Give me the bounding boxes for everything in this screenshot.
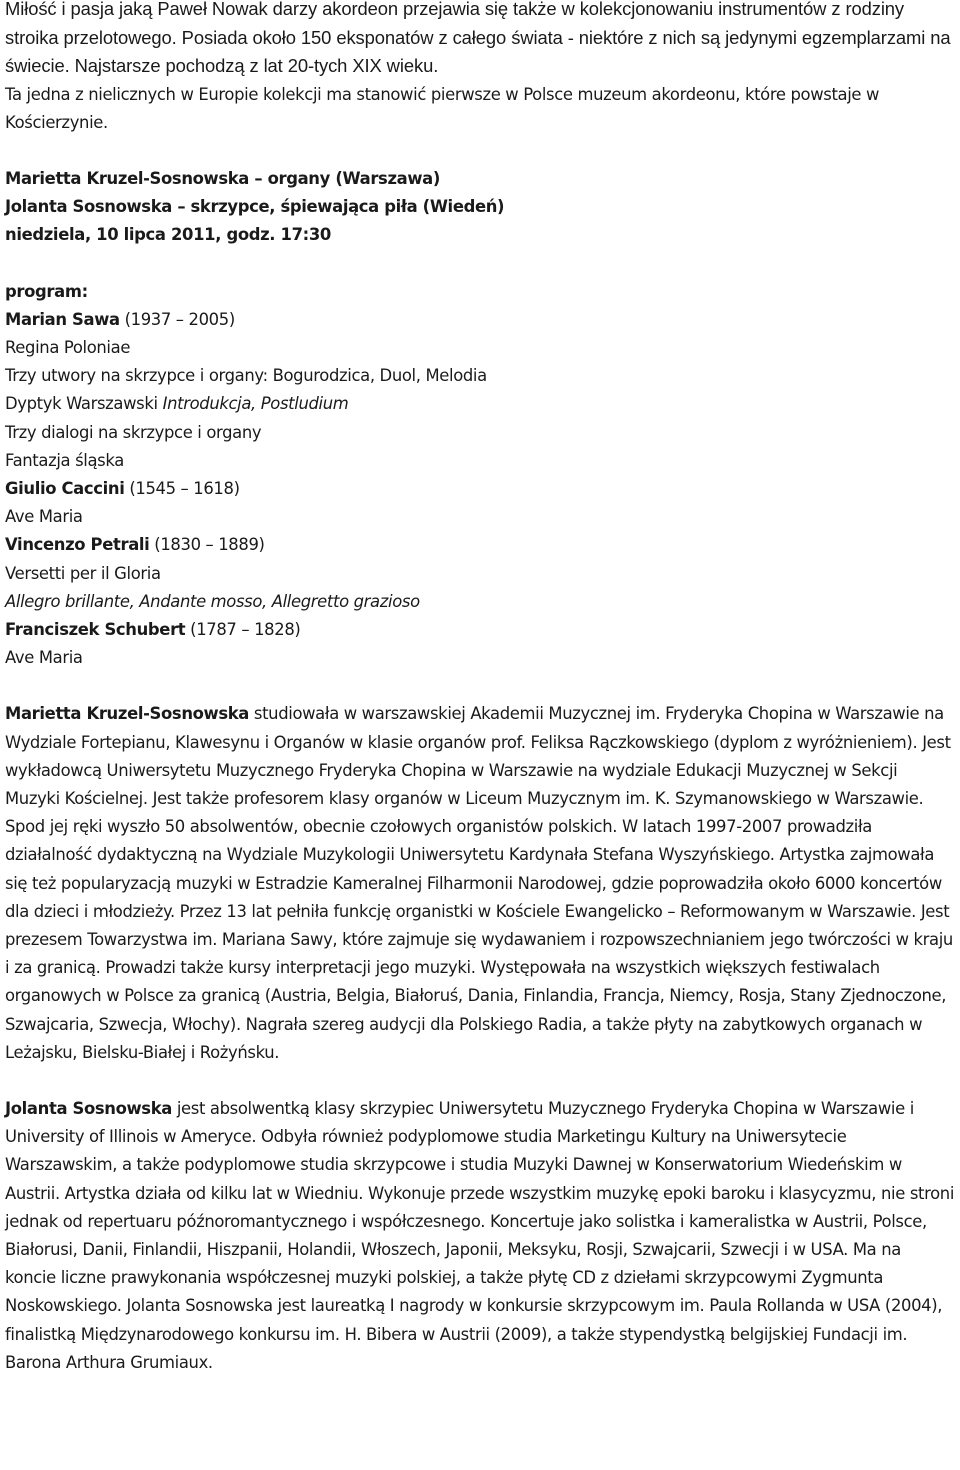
program-item-work: Ave Maria — [5, 507, 83, 527]
bio-name: Marietta Kruzel-Sosnowska — [5, 704, 250, 724]
intro-paragraph — [5, 0, 956, 81]
program-item-composer — [5, 531, 956, 559]
composer-name: Giulio Caccini — [5, 478, 125, 498]
program-item-work: Regina Poloniae — [5, 337, 131, 357]
bio-text: studiowała w warszawskiej Akademii Muzycznej im. Fryderyka Chopina w Warszawie na Wydziale Fortepianu, Klawesynu i Organów w klasie organów prof. Feliksa Rączkowskiego (dyplom z wyróżnieniem). Jest wykładowcą Uniwersytetu Muzycznego Fryderyka Chopina w Warszawie na wydziale Edukacji Muzycznej w Sekcji Muzyki Kościelnej. Jest także profesorem klasy organów w Liceum Muzycznym im. K. Szymanowskiego w Warszawie. Spod jej ręki wyszło 50 absolwentów, obecnie czołowych organistów polskich. W latach 1997-2007 prowadziła działalność dydaktyczną na Wydziale Muzykologii Uniwersytetu Kardynała Stefana Wyszyńskiego. Artystka zajmowała się też popularyzacją muzyki w Estradzie Kameralnej Filharmonii Narodowej, gdzie poprowadziła około 6000 koncertów dla dzieci i młodzieży. Przez 13 lat pełniła funkcję organistki w Kościele Ewangelicko – Reformowanym w Warszawie. Jest prezesem Towarzystwa im. Mariana Sawy, które zajmuje się wydawaniem i rozpowszechnianiem jego twórczości w kraju i za granicą. Prowadzi także kursy interpretacji jego muzyki. Występowała na wszystkich większych festiwalach organowych w Polsce za granicą (Austria, Belgia, Białoruś, Dania, Finlandia, Francja, Niemcy, Rosja, Stany Zjednoczone, Szwajcaria, Szwecja, Włochy). Nagrała szereg audycji dla Polskiego Radia, a także płyty na zabytkowych organach w Leżajsku, Bielsku-Białej i Rożyńsku. — [5, 704, 953, 1062]
bio-name: Jolanta Sosnowska — [5, 1099, 172, 1118]
composer-name: Vincenzo Petrali — [5, 535, 150, 555]
program-item-work: Fantazja śląska — [5, 450, 124, 470]
bio-text: jest absolwentką klasy skrzypiec Uniwersytetu Muzycznego Fryderyka Chopina w Warszawie i University of Illinois w Ameryce. Odbyła również podyplomowe studia Marketingu Kultury na Uniwersytecie Warszawskim, a także podyplomowe studia skrzypcowe i studia Muzyki Dawnej w Konserwatorium Wiedeńskim w Austrii. Artystka działa od kilku lat w Wiedniu. Wykonuje przede wszystkim muzykę epoki baroku i klasycyzmu, nie stroni jednak od repertuaru późnoromantycznego i współczesnego. Koncertuje jako solistka i kameralistka w Austrii, Polsce, Białorusi, Danii, Finlandii, Hiszpanii, Holandii, Włoszech, Japonii, Meksyku, Rosji, Szwajcarii, Szwecji i w USA. Ma na koncie liczne prawykonania współczesnej muzyki polskiej, a także płytę CD z dziełami skrzypcowymi Zygmunta Noskowskiego. Jolanta Sosnowska jest laureatką I nagrody w konkursie skrzypcowym im. Paula Rollanda w USA (2004), finalistką Międzynarodowego konkursu im. H. Bibera w Austrii (2009), a także stypendystką belgijskiej Fundacji im. Barona Arthura Grumiaux. — [5, 1099, 955, 1372]
program-item-composer — [5, 475, 956, 503]
program-item-work: Versetti per il Gloria — [5, 563, 161, 583]
intro-sentence-1: Miłość i pasja jaką Paweł Nowak darzy akordeon przejawia się także w kolekcjonowaniu instrumentów z rodziny stroika przelotowego. Posiada około 150 eksponatów z całego świata - niektóre z nich są jedynymi egzemplarzami na świecie. Najstarsze pochodzą z lat 20-tych XIX wieku. — [5, 0, 951, 76]
program-list — [5, 278, 956, 673]
bio-marietta — [5, 700, 956, 1067]
composer-dates: (1787 – 1828) — [185, 619, 301, 639]
composer-dates: (1937 – 2005) — [119, 309, 235, 329]
intro-sentence-2: Ta jedna z nielicznych w Europie kolekcji ma stanowić pierwsze w Polsce muzeum akordeonu, które powstaje w Kościerzynie. — [5, 84, 880, 132]
program-item-work: Trzy utwory na skrzypce i organy: Bogurodzica, Duol, Melodia — [5, 366, 487, 386]
intro-museum-paragraph — [5, 81, 956, 137]
composer-name: Franciszek Schubert — [5, 619, 186, 639]
bio-jolanta — [5, 1095, 956, 1377]
program-item-work — [5, 390, 956, 418]
performer-violin: Jolanta Sosnowska – skrzypce, śpiewająca piła (Wiedeń) — [5, 197, 505, 217]
composer-dates: (1830 – 1889) — [149, 535, 265, 555]
work-movements: Introdukcja, Postludium — [162, 394, 349, 414]
program-item-composer — [5, 306, 956, 334]
program-heading: program: — [5, 281, 88, 301]
composer-dates: (1545 – 1618) — [124, 478, 240, 498]
work-title: Dyptyk Warszawski — [5, 394, 163, 414]
program-item-work: Ave Maria — [5, 648, 83, 668]
program-item-movements: Allegro brillante, Andante mosso, Allegretto grazioso — [5, 591, 420, 611]
program-item-work: Trzy dialogi na skrzypce i organy — [5, 422, 262, 442]
program-item-composer — [5, 616, 956, 644]
performer-organ: Marietta Kruzel-Sosnowska – organy (Warszawa) — [5, 168, 441, 188]
composer-name: Marian Sawa — [5, 309, 120, 329]
event-details — [5, 165, 956, 250]
event-datetime: niedziela, 10 lipca 2011, godz. 17:30 — [5, 225, 331, 245]
